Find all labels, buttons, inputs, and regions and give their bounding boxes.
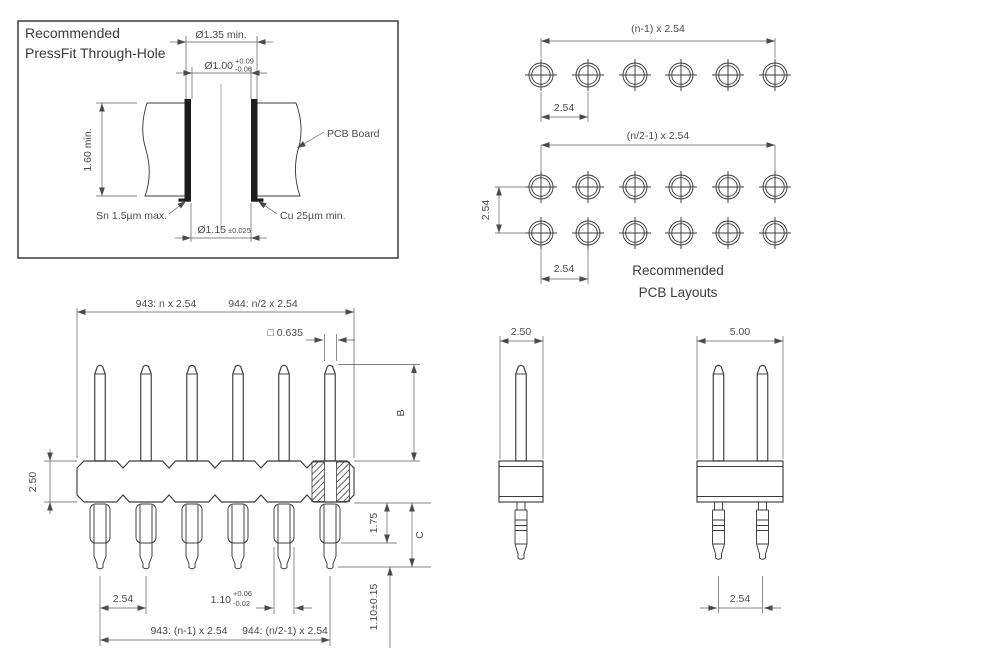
plated-hole [665, 171, 697, 203]
section-hatch-right [337, 462, 350, 502]
pin [95, 365, 106, 461]
pin [279, 365, 290, 461]
dim-bottom-span-944-text: 944: (n/2-1) x 2.54 [242, 625, 328, 637]
plated-hole [665, 59, 697, 91]
pressfit-tail [136, 504, 156, 569]
pcb-layouts-caption-line2: PCB Layouts [638, 285, 718, 300]
plated-hole [619, 171, 651, 203]
dim-single-width-text: 2.50 [510, 326, 532, 338]
dim-pin-square [267, 327, 355, 361]
plated-hole [572, 217, 604, 249]
pressfit-tail [757, 502, 769, 559]
dim-dual-pitch-text: 2.54 [729, 593, 751, 605]
detail-title-line1: Recommended [25, 25, 120, 41]
dim-dual-row-span [541, 130, 775, 172]
dim-body-height-text: 2.50 [27, 471, 39, 493]
tin-layer [179, 199, 192, 202]
dim-pressfit-dia-tol-minus: -0.02 [233, 599, 251, 608]
dim-plated-hole-text: Ø1.35 min. [195, 29, 247, 41]
pressfit-tail [274, 504, 294, 569]
dim-pressfit-length-text: 1.75 [368, 512, 380, 534]
pressfit-tail [713, 502, 725, 559]
pressfit-tail [182, 504, 202, 569]
plated-hole [525, 217, 557, 249]
plated-hole [759, 171, 791, 203]
dim-single-row-span [541, 23, 775, 58]
dim-mating-pin-length [338, 365, 420, 462]
dim-finished-hole-tol-plus: +0.09 [235, 56, 254, 66]
pcb-layout-single-row [525, 23, 791, 122]
plated-hole [525, 59, 557, 91]
dim-pitch-text: 2.54 [112, 593, 134, 605]
dim-dual-row-row-pitch-text: 2.54 [480, 199, 492, 221]
dim-dual-row-row-pitch [480, 187, 526, 233]
pin [516, 365, 527, 461]
dim-dual-row-pitch [541, 248, 588, 284]
plating-left [185, 99, 192, 201]
plated-hole [759, 217, 791, 249]
pressfit-tail [320, 504, 340, 569]
dim-dual-width-text: 5.00 [729, 326, 751, 338]
dim-pressfit-dia-text: 1.10 [210, 594, 231, 606]
insulator-body [499, 461, 543, 502]
dim-finished-hole-tol-minus: -0.06 [235, 64, 253, 74]
pressfit-tail [515, 502, 527, 559]
dim-drill-tol-text: ±0.025 [228, 226, 251, 235]
label-tin [96, 201, 186, 222]
dim-dual-width [697, 326, 783, 459]
pressfit-detail-box [18, 21, 398, 258]
detail-title-line2: PressFit Through-Hole [25, 45, 166, 61]
plated-hole [572, 171, 604, 203]
pin [757, 365, 768, 461]
plated-hole [619, 217, 651, 249]
dim-pressfit-dia [211, 547, 312, 614]
front-view [27, 298, 431, 648]
dim-finished-hole [176, 57, 267, 100]
dim-solder-pin-length-text: C [414, 531, 426, 539]
dim-tail-text: 1.10±0.15 [368, 583, 380, 631]
pin [325, 365, 336, 461]
dim-finished-hole-text: Ø1.00 [204, 60, 233, 72]
pcb-layouts-caption-line1: Recommended [632, 263, 724, 278]
pin [713, 365, 724, 461]
dim-single-width [500, 326, 543, 459]
pressfit-tail [228, 504, 248, 569]
section-hatch-left [312, 462, 325, 502]
dim-drill-text: Ø1.15 [197, 224, 226, 236]
dim-single-row-span-text: (n-1) x 2.54 [631, 23, 685, 35]
label-copper [258, 201, 346, 222]
pcb-layout-dual-row [480, 130, 791, 300]
label-pcb-board [297, 128, 380, 148]
plated-hole [759, 59, 791, 91]
side-view-single-row [499, 326, 543, 559]
pin [233, 365, 244, 461]
dim-tail [368, 567, 390, 648]
pcb-section-left [143, 103, 186, 196]
dim-pin-square-text: □ 0.635 [267, 327, 303, 339]
dim-single-row-pitch [541, 92, 588, 122]
pcb-section-right [257, 103, 301, 196]
label-copper-text: Cu 25µm min. [280, 210, 346, 222]
copper-layer [251, 199, 264, 202]
dim-solder-pin-length [338, 503, 431, 567]
plated-hole [619, 59, 651, 91]
dim-single-row-pitch-text: 2.54 [553, 102, 575, 114]
dim-board-thickness-text: 1.60 min. [82, 128, 94, 172]
plated-hole [712, 217, 744, 249]
label-pcb-board-text: PCB Board [327, 128, 380, 140]
dim-dual-row-pitch-text: 2.54 [553, 263, 575, 275]
plated-hole [572, 59, 604, 91]
dim-mating-pin-length-text: B [395, 409, 407, 417]
dim-board-thickness [82, 103, 137, 196]
plating-right [251, 99, 258, 201]
dim-body-height [27, 449, 77, 514]
side-view-dual-row [697, 326, 783, 613]
plated-hole [712, 171, 744, 203]
pin [141, 365, 152, 461]
dim-top-span-943-text: 943: n x 2.54 [135, 298, 197, 310]
dim-bottom-span-943-text: 943: (n-1) x 2.54 [150, 625, 228, 637]
pressfit-tail [90, 504, 110, 569]
insulator-body [697, 461, 783, 502]
plated-hole [712, 59, 744, 91]
dim-top-span-944-text: 944: n/2 x 2.54 [228, 298, 298, 310]
dim-dual-pitch [700, 576, 781, 613]
dim-pressfit-dia-tol-plus: +0.06 [233, 589, 252, 598]
dim-dual-row-span-text: (n/2-1) x 2.54 [626, 130, 690, 142]
pin [187, 365, 198, 461]
plated-hole [525, 171, 557, 203]
dim-top-span [77, 298, 354, 458]
dim-bottom-span [100, 625, 330, 640]
plated-hole [665, 217, 697, 249]
label-tin-text: Sn 1.5µm max. [96, 210, 167, 222]
